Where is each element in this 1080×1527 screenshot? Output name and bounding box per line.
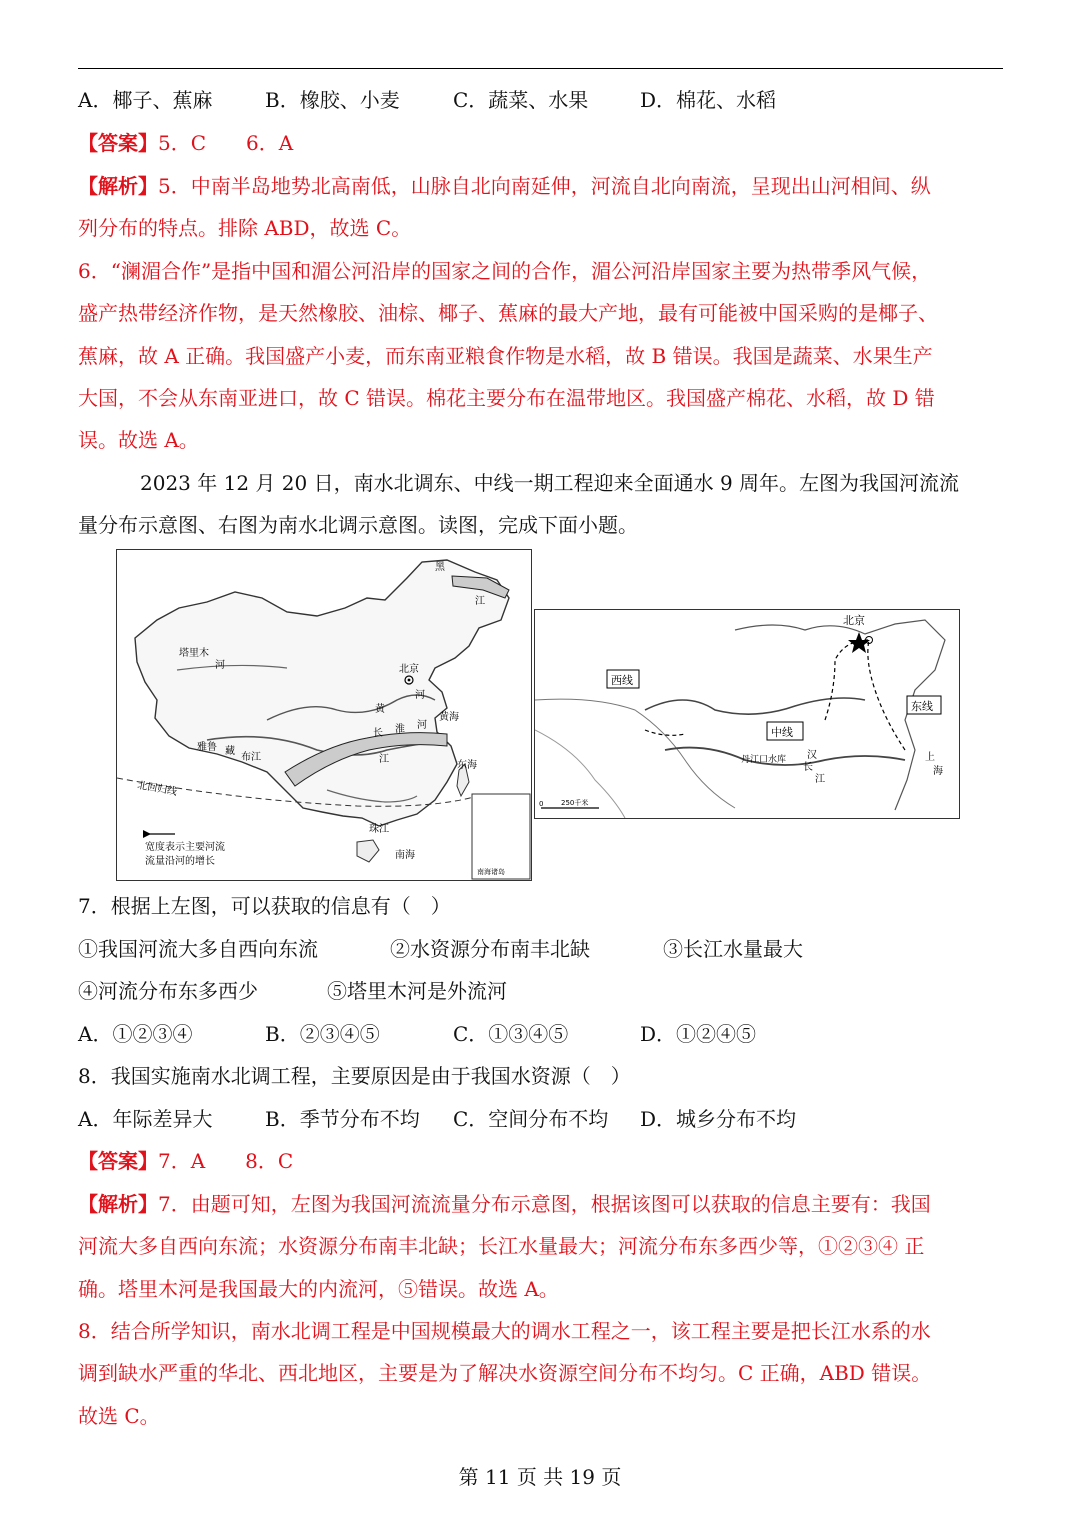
label-tropic: 北回归线 <box>136 780 178 798</box>
label-beijing-left: 北京 <box>399 664 419 675</box>
water-diversion-map <box>534 609 960 819</box>
header-rule <box>78 68 1003 69</box>
q8-option-a: A．年际差异大 <box>78 1107 213 1131</box>
q7-stem: 7．根据上左图，可以获取的信息有（ ） <box>78 894 451 918</box>
answer-tag: 【答案】 <box>78 1149 158 1173</box>
analysis-7-line3: 确。塔里木河是我国最大的内流河，⑤错误。故选 A。 <box>78 1277 559 1301</box>
label-inset: 南海诸岛 <box>477 868 505 876</box>
label-hei: 黑 <box>435 562 445 573</box>
label-huanghai: 黄海 <box>439 712 459 723</box>
q5-option-b: B．橡胶、小麦 <box>265 88 400 112</box>
q7-option-c: C．①③④⑤ <box>453 1022 569 1046</box>
legend-line1: 宽度表示主要河流 <box>145 842 225 853</box>
q5-option-d: D．棉花、水稻 <box>640 88 777 112</box>
analysis-text: 7．由题可知，左图为我国河流流量分布示意图，根据该图可以获取的信息主要有：我国 <box>158 1192 931 1216</box>
label-chang-right: 长 <box>803 762 813 773</box>
intro-line1: 2023 年 12 月 20 日，南水北调东、中线一期工程迎来全面通水 9 周年。左图为我国河流流 <box>140 471 960 495</box>
label-scale-zero: 0 <box>539 800 544 808</box>
label-donghai: 东海 <box>457 760 477 771</box>
label-yarlung: 雅鲁 <box>197 742 217 753</box>
analysis-tag: 【解析】 <box>78 174 158 198</box>
label-tarim: 塔里木 <box>179 648 209 659</box>
page-footer: 第 11 页 共 19 页 <box>458 1465 622 1489</box>
label-chang: 长 <box>373 728 383 739</box>
answer-5-6 <box>78 131 1008 155</box>
q8-option-c: C．空间分布不均 <box>453 1107 609 1131</box>
label-he2: 河 <box>417 720 427 731</box>
q7-statement-3: ③长江水量最大 <box>663 937 803 961</box>
answer-tag: 【答案】 <box>78 131 158 155</box>
label-jiang2: 江 <box>379 754 389 765</box>
river-flow-map <box>116 549 532 881</box>
analysis-5-line1 <box>78 174 1008 198</box>
q7-statement-5: ⑤塔里木河是外流河 <box>327 979 507 1003</box>
analysis-8-line2: 调到缺水严重的华北、西北地区，主要是为了解决水资源空间分布不均匀。C 正确，ABD 错误。 <box>78 1361 932 1385</box>
label-zang: 藏 <box>225 746 235 757</box>
label-jiang-right: 江 <box>815 774 825 785</box>
answer-7-8 <box>78 1149 1008 1173</box>
q8-option-b: B．季节分布不均 <box>265 1107 420 1131</box>
analysis-6-line1: 6．“澜湄合作”是指中国和湄公河沿岸的国家之间的合作，湄公河沿岸国家主要为热带季风气候， <box>78 259 932 283</box>
analysis-6-line4: 大国，不会从东南亚进口，故 C 错误。棉花主要分布在温带地区。我国盛产棉花、水稻，故 D 错 <box>78 386 935 410</box>
analysis-8-line3: 故选 C。 <box>78 1404 160 1428</box>
analysis-6-line5: 误。故选 A。 <box>78 428 199 452</box>
analysis-7-line2: 河流大多自西向东流；水资源分布南丰北缺；长江水量最大；河流分布东多西少等，①②③④ 正 <box>78 1234 925 1258</box>
analysis-5-line2: 列分布的特点。排除 ABD，故选 C。 <box>78 216 412 240</box>
analysis-8-line1: 8．结合所学知识，南水北调工程是中国规模最大的调水工程之一，该工程主要是把长江水系的水 <box>78 1319 931 1343</box>
q5-option-a: A．椰子、蕉麻 <box>78 88 213 112</box>
q7-statement-2: ②水资源分布南丰北缺 <box>390 937 590 961</box>
legend-line2: 流量沿河的增长 <box>145 856 215 867</box>
analysis-text: 5．中南半岛地势北高南低，山脉自北向南延伸，河流自北向南流，呈现出山河相间、纵 <box>158 174 931 198</box>
analysis-tag: 【解析】 <box>78 1192 158 1216</box>
answer-text: 7．A 8．C <box>158 1149 294 1173</box>
q7-option-d: D．①②④⑤ <box>640 1022 757 1046</box>
label-beijing-right: 北京 <box>843 614 865 627</box>
answer-text: 5．C 6．A <box>158 131 294 155</box>
label-shanghai-2: 海 <box>933 766 943 777</box>
label-han: 汉 <box>807 750 817 761</box>
q7-option-a: A．①②③④ <box>78 1022 193 1046</box>
label-western-route: 西线 <box>611 674 633 687</box>
label-jiang-north: 江 <box>475 596 485 607</box>
q5-option-c: C．蔬菜、水果 <box>453 88 589 112</box>
label-bujiang: 布江 <box>241 752 261 763</box>
q7-option-b: B．②③④⑤ <box>265 1022 380 1046</box>
label-eastern-route: 东线 <box>911 700 933 713</box>
q7-statement-4: ④河流分布东多西少 <box>78 979 258 1003</box>
label-he: 河 <box>415 690 425 701</box>
label-huai: 淮 <box>395 724 405 735</box>
label-danjiangkou: 丹江口水库 <box>741 755 787 765</box>
analysis-6-line3: 蕉麻，故 A 正确。我国盛产小麦，而东南亚粮食作物是水稻，故 B 错误。我国是蔬菜、水果生产 <box>78 344 933 368</box>
q8-stem: 8．我国实施南水北调工程，主要原因是由于我国水资源（ ） <box>78 1064 631 1088</box>
label-scale: 250千米 <box>561 799 589 807</box>
intro-line2: 量分布示意图、右图为南水北调示意图。读图，完成下面小题。 <box>78 513 638 537</box>
label-zhujiang: 珠江 <box>369 824 389 835</box>
analysis-6-line2: 盛产热带经济作物，是天然橡胶、油棕、椰子、蕉麻的最大产地，最有可能被中国采购的是椰子、 <box>78 301 938 325</box>
analysis-7-line1 <box>78 1192 1008 1216</box>
label-middle-route: 中线 <box>771 726 793 739</box>
label-nanhai: 南海 <box>395 850 415 861</box>
q8-option-d: D．城乡分布不均 <box>640 1107 797 1131</box>
q7-statement-1: ①我国河流大多自西向东流 <box>78 937 318 961</box>
label-huang: 黄 <box>375 704 385 715</box>
label-tarim-he: 河 <box>215 660 225 671</box>
label-shanghai-1: 上 <box>925 752 935 763</box>
